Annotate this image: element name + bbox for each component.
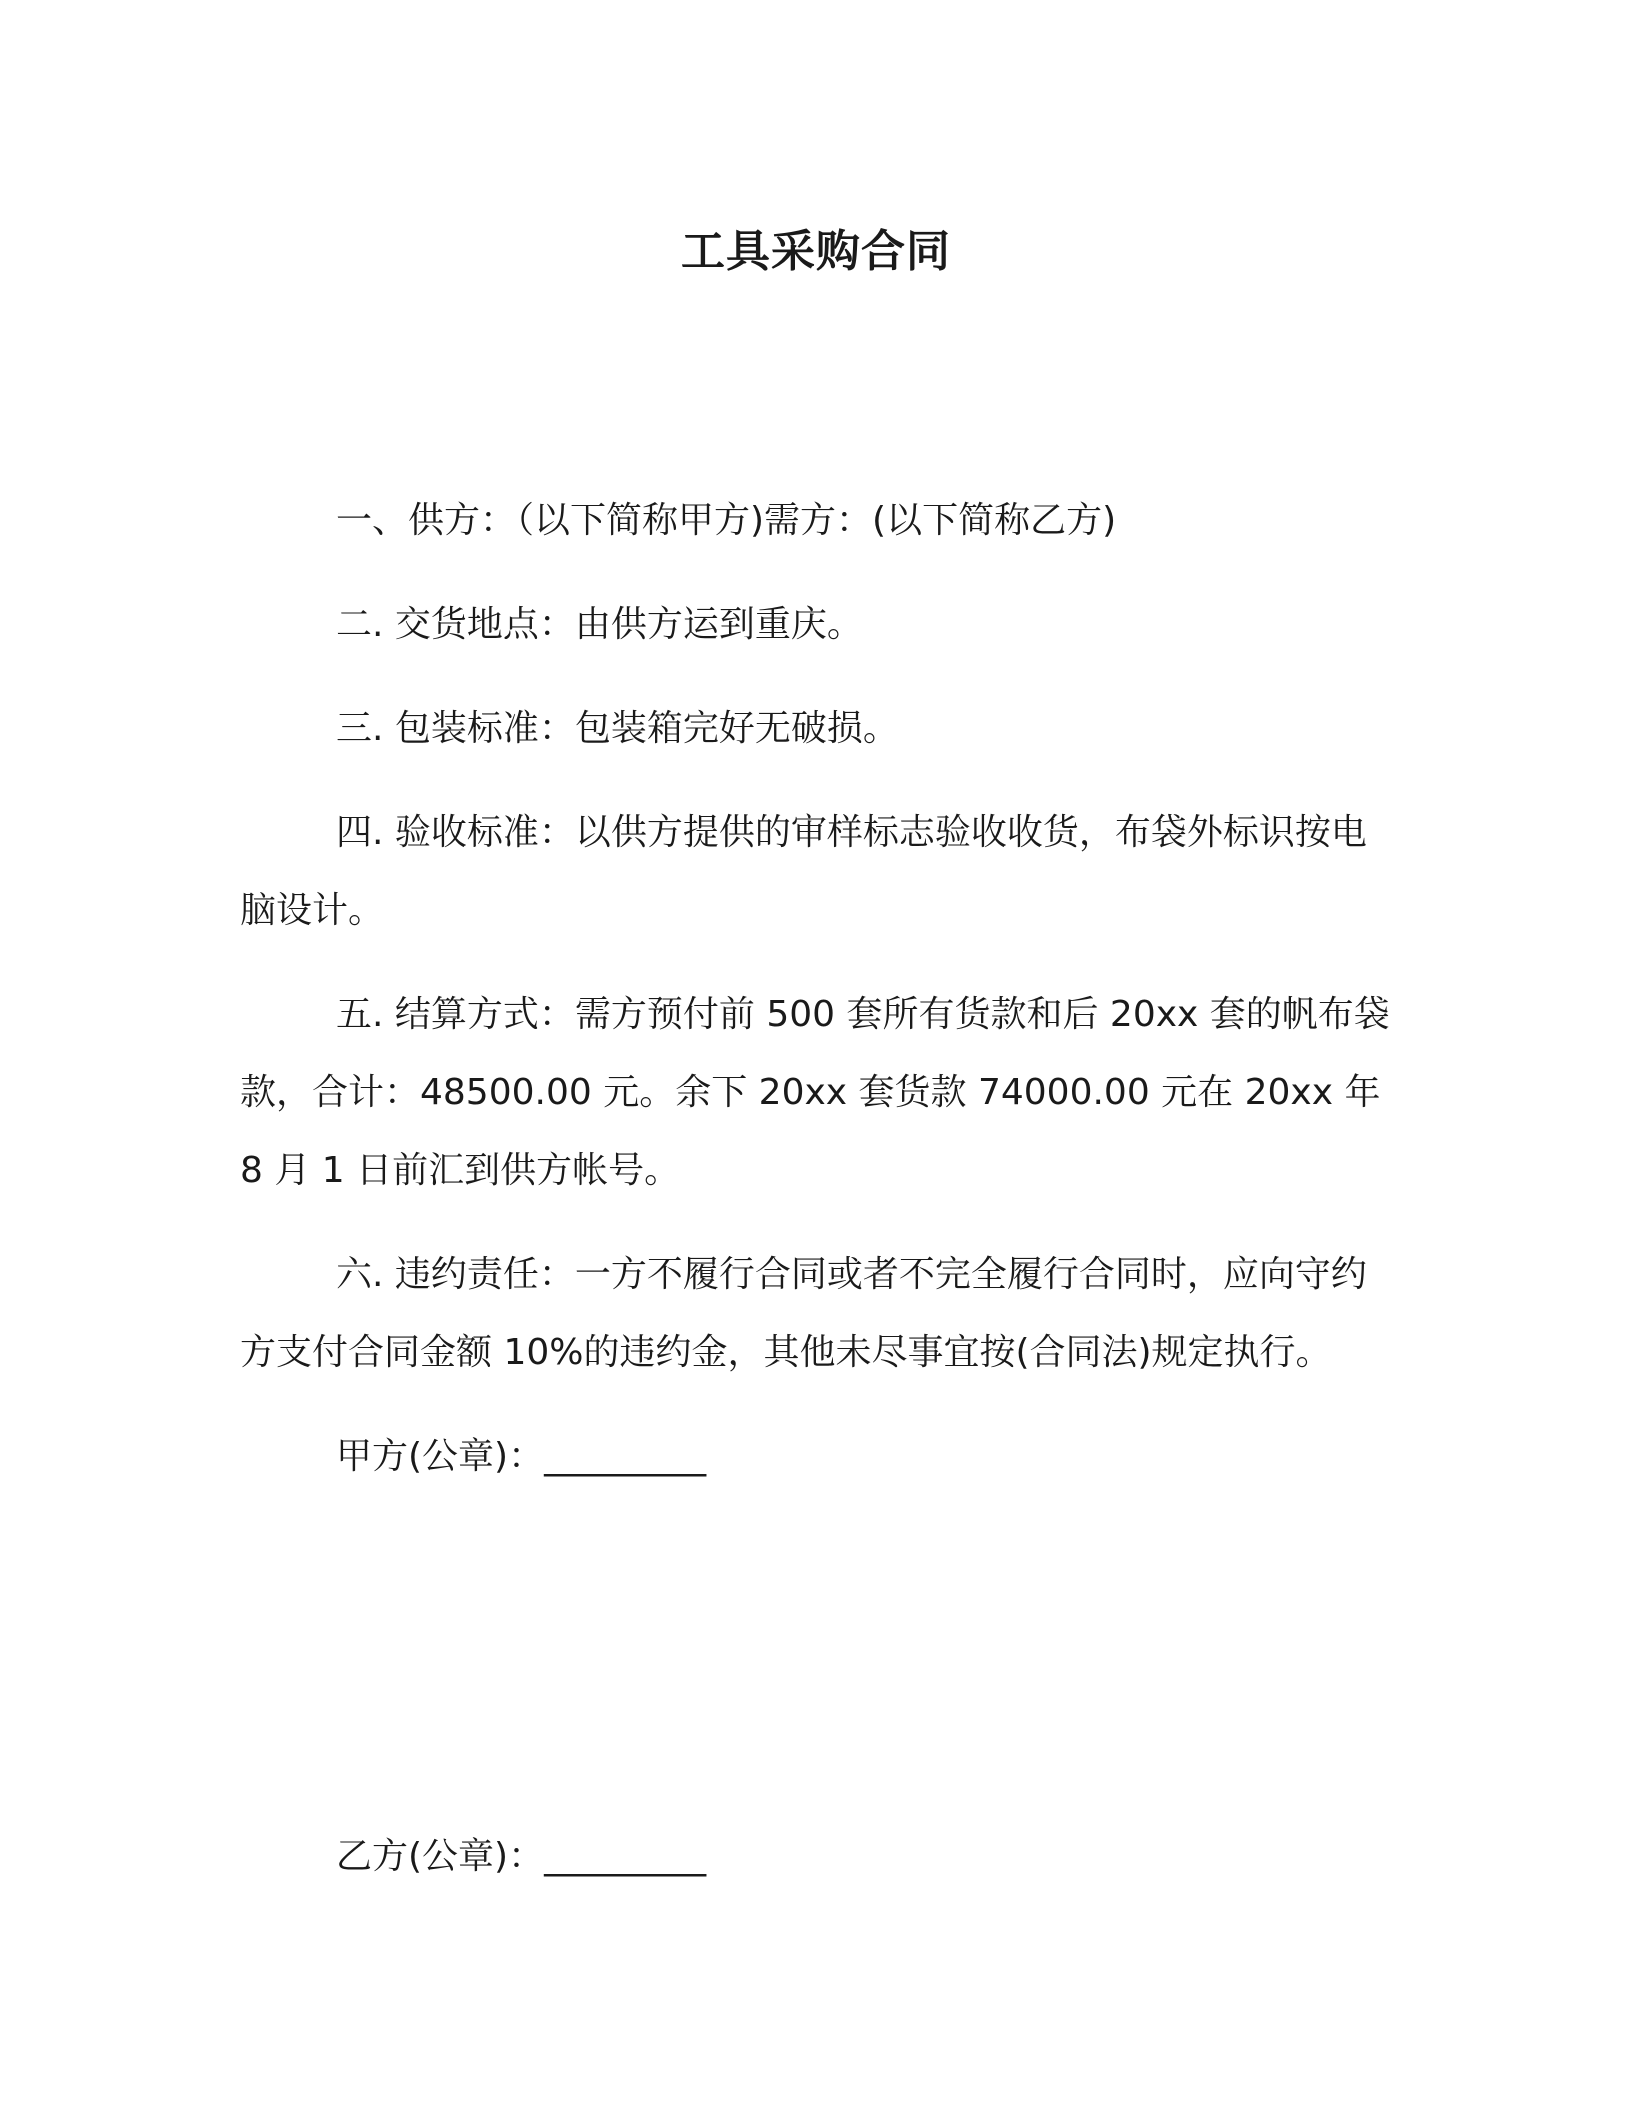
party-a-seal-line: 甲方(公章)：_________ — [336, 1436, 707, 1477]
clause-2-delivery-location: 二. 交货地点：由供方运到重庆。 — [336, 604, 863, 645]
clause-4-acceptance-standard: 四. 验收标准：以供方提供的审样标志验收收货，布袋外标识按电脑设计。 — [240, 812, 1367, 931]
clause-3-packaging-standard: 三. 包装标准：包装箱完好无破损。 — [336, 708, 899, 749]
clause-1-parties: 一、供方：（以下简称甲方)需方：(以下简称乙方) — [336, 500, 1117, 541]
document-title: 工具采购合同 — [681, 226, 951, 277]
clause-6-breach-liability: 六. 违约责任：一方不履行合同或者不完全履行合同时，应向守约方支付合同金额 10%的违约金，其他未尽事宜按(合同法)规定执行。 — [240, 1254, 1367, 1373]
clause-5-settlement-method: 五. 结算方式：需方预付前 500 套所有货款和后 20xx 套的帆布袋款，合计：48500.00 元。余下 20xx 套货款 74000.00 元在 20xx 年 8 月 1 日前汇到供方帐号。 — [240, 994, 1390, 1191]
party-b-seal-line: 乙方(公章)：_________ — [336, 1836, 707, 1877]
